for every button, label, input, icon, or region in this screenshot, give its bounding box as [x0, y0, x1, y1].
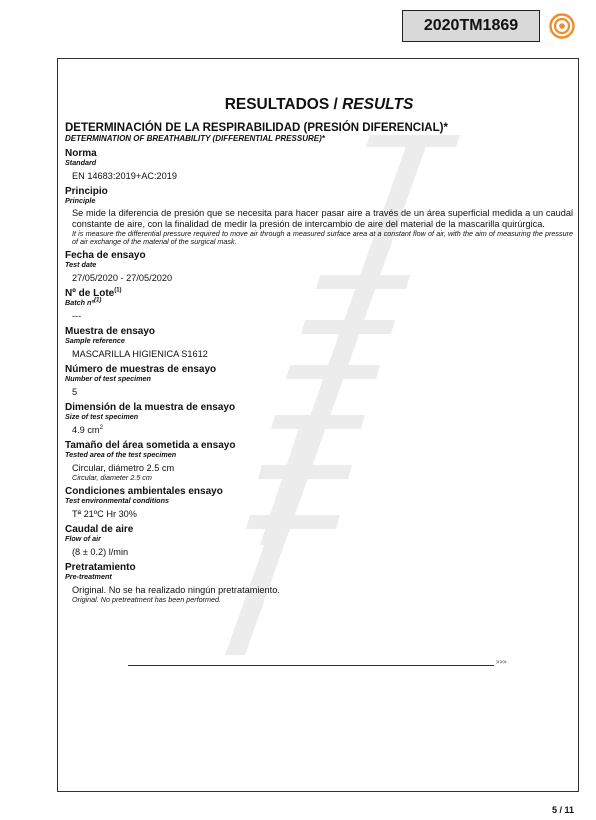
size-exponent: 2 — [99, 424, 103, 431]
lote-footnote: (1) — [114, 287, 122, 294]
test-date-value: 27/05/2020 - 27/05/2020 — [72, 273, 173, 283]
section-principio — [65, 186, 573, 246]
section-label-en: Size of test specimen — [65, 412, 139, 421]
principle-text: Se mide la diferencia de presión que se necesita para hacer pasar aire a través de un área superficial medida a un caudal constante de aire, con la finalidad de medir la presión de intercambio de aire del material de la mascarilla quirúrgica. — [72, 208, 573, 229]
section-label-en: Principle — [65, 196, 96, 205]
size-number: 4.9 cm — [72, 425, 100, 435]
title-en: RESULTS — [342, 96, 414, 113]
section-label: Condiciones ambientales ensayo — [65, 486, 223, 497]
section-label — [65, 288, 573, 299]
report-id-box — [402, 10, 540, 42]
lote-label-en: Batch nº — [65, 298, 94, 307]
batch-value: --- — [72, 311, 82, 321]
section-label: Principio — [65, 186, 108, 197]
continue-marker: >>> — [496, 660, 507, 666]
lote-label: Nº de Lote — [65, 288, 115, 299]
specimen-count-value: 5 — [72, 387, 78, 397]
report-id: 2020TM1869 — [423, 17, 519, 34]
section-label: Dimensión de la muestra de ensayo — [65, 402, 236, 413]
section-label-en — [65, 299, 573, 307]
end-of-section-line — [128, 665, 494, 666]
section-label-en: Test date — [65, 260, 97, 269]
section-label-en: Pre-treatment — [65, 572, 112, 581]
section-label-en: Number of test specimen — [65, 374, 151, 383]
section-label: Muestra de ensayo — [65, 326, 156, 337]
section-label-en: Sample reference — [65, 336, 125, 345]
test-heading-en: DETERMINATION OF BREATHABILITY (DIFFERENTIAL PRESSURE)* — [65, 134, 325, 143]
pretreatment-value-en: Original. No pretreatment has been performed. — [72, 595, 222, 604]
report-content — [65, 96, 573, 604]
principle-text-en: It is measure the differential pressure required to move air through a measured surface area at a constant flow of air, with the aim of measuring the pressure of air exchange of the material of the surgical mask. — [72, 229, 573, 246]
section-muestra — [65, 326, 573, 360]
section-label-en: Test environmental conditions — [65, 496, 169, 505]
section-label: Fecha de ensayo — [65, 250, 146, 261]
conditions-value: Tª 21ºC Hr 30% — [72, 509, 137, 519]
section-pretratamiento — [65, 562, 573, 604]
section-condiciones — [65, 486, 573, 520]
section-label: Número de muestras de ensayo — [65, 364, 217, 375]
section-caudal — [65, 524, 573, 558]
section-label: Pretratamiento — [65, 562, 136, 573]
section-label-en: Tested area of the test specimen — [65, 450, 177, 459]
sample-value: MASCARILLA HIGIENICA S1612 — [72, 349, 208, 359]
area-value: Circular, diámetro 2.5 cm — [72, 463, 175, 473]
test-heading: DETERMINACIÓN DE LA RESPIRABILIDAD (PRESIÓN DIFERENCIAL)* — [65, 122, 448, 134]
section-value: EN 14683:2019+AC:2019 — [72, 171, 177, 181]
section-label-en: Standard — [65, 158, 97, 167]
section-dimension — [65, 402, 573, 436]
section-label: Norma — [65, 148, 97, 159]
page-number: 5 / 11 — [551, 805, 574, 815]
section-norma — [65, 148, 573, 182]
size-value — [65, 425, 573, 436]
title-es: RESULTADOS / — [224, 96, 338, 113]
section-lote — [65, 288, 573, 322]
section-area — [65, 440, 573, 482]
section-label-en: Flow of air — [65, 534, 101, 543]
flow-value: (8 ± 0.2) l/min — [72, 547, 129, 557]
section-numero — [65, 364, 573, 398]
section-fecha — [65, 250, 573, 284]
page-title — [65, 96, 573, 114]
section-label: Tamaño del área sometida a ensayo — [65, 440, 236, 451]
area-value-en: Circular, diameter 2.5 cm — [72, 473, 152, 482]
section-label: Caudal de aire — [65, 524, 134, 535]
lote-footnote-en: (1) — [93, 297, 102, 304]
company-logo-icon — [549, 13, 575, 39]
pretreatment-value: Original. No se ha realizado ningún pretratamiento. — [72, 585, 280, 595]
